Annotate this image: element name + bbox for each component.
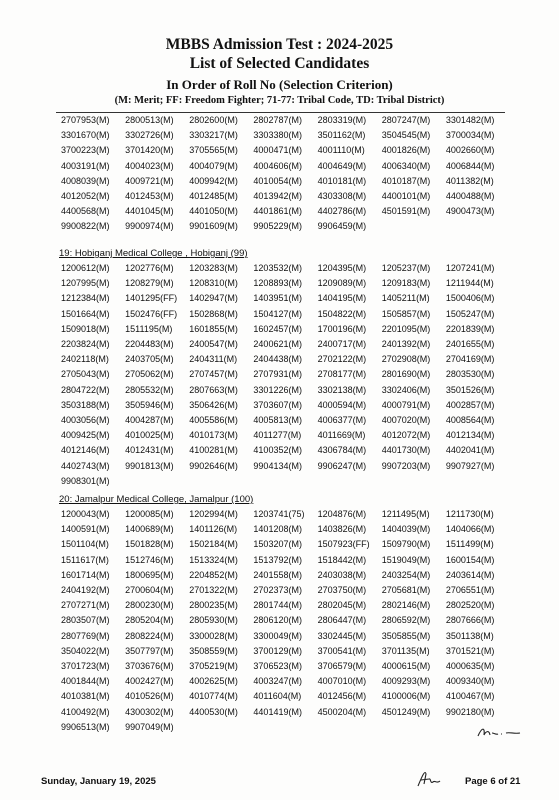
roll-number-cell: 2707271(M) bbox=[61, 600, 110, 611]
roll-number-cell: 2807663(M) bbox=[189, 384, 238, 395]
roll-number-cell: 4012456(M) bbox=[317, 691, 367, 702]
roll-number-cell: 1601714(M) bbox=[61, 569, 110, 580]
roll-number-cell: 4010173(M) bbox=[189, 430, 238, 441]
roll-number-cell: 2700604(M) bbox=[125, 585, 174, 596]
roll-number-cell: 3706523(M) bbox=[253, 661, 302, 672]
roll-number-cell: 1202994(M) bbox=[189, 509, 238, 519]
roll-number-cell: 1700196(M) bbox=[317, 323, 367, 334]
college-heading-hobiganj: 19: Hobiganj Medical College , Hobiganj (99) bbox=[59, 248, 248, 259]
roll-number-cell: 2404192(M) bbox=[61, 585, 110, 596]
document-header bbox=[0, 36, 559, 108]
page-number: Page 6 of 21 bbox=[465, 776, 521, 787]
roll-number-cell: 4010181(M) bbox=[317, 175, 367, 186]
roll-number-cell: 1401208(M) bbox=[253, 524, 302, 535]
roll-number-cell: 1602457(M) bbox=[253, 323, 302, 334]
roll-number-cell: 2705062(M) bbox=[125, 369, 174, 380]
roll-number-cell: 2707457(M) bbox=[189, 369, 238, 380]
roll-number-cell: 4500204(M) bbox=[317, 706, 367, 717]
roll-number-cell: 4012485(M) bbox=[189, 191, 238, 202]
roll-number-cell: 1503207(M) bbox=[253, 539, 302, 550]
roll-number-cell: 1208279(M) bbox=[125, 278, 174, 289]
roll-number-cell: 3506426(M) bbox=[189, 399, 238, 410]
roll-number-cell: 3300028(M) bbox=[189, 630, 238, 641]
roll-number-cell: 4001110(M) bbox=[317, 145, 365, 156]
roll-number-cell: 1204876(M) bbox=[317, 509, 367, 519]
roll-number-cell: 3507797(M) bbox=[125, 645, 174, 656]
roll-number-cell: 3508559(M) bbox=[189, 645, 238, 656]
roll-number-cell: 1401126(M) bbox=[189, 524, 238, 535]
roll-number-cell: 3701135(M) bbox=[381, 645, 430, 656]
roll-number-cell: 4100492(M) bbox=[61, 706, 110, 717]
roll-number-cell: 1404195(M) bbox=[317, 293, 367, 304]
roll-number-cell: 3703607(M) bbox=[253, 399, 302, 410]
roll-number-cell: 4011604(M) bbox=[253, 691, 302, 702]
roll-number-cell: 3505946(M) bbox=[125, 399, 174, 410]
roll-number-cell: 2805204(M) bbox=[125, 615, 174, 626]
roll-number-cell: 2804722(M) bbox=[61, 384, 110, 395]
roll-number-cell: 4402041(M) bbox=[445, 445, 495, 456]
roll-number-cell: 4002660(M) bbox=[445, 145, 495, 156]
roll-number-cell: 4006340(M) bbox=[381, 160, 431, 171]
roll-number-cell: 4002427(M) bbox=[125, 676, 174, 687]
roll-number-cell: 2800235(M) bbox=[189, 600, 238, 611]
roll-number-cell: 3501526(M) bbox=[445, 384, 495, 395]
roll-number-cell: 2806120(M) bbox=[253, 615, 302, 626]
roll-number-cell: 4001844(M) bbox=[61, 676, 110, 687]
roll-number-cell: 4010025(M) bbox=[125, 430, 174, 441]
roll-number-cell: 3503188(M) bbox=[61, 399, 110, 410]
roll-number-cell: 4402743(M) bbox=[61, 460, 110, 471]
roll-number-cell: 2403705(M) bbox=[125, 354, 174, 365]
roll-table-jamalpur bbox=[56, 507, 505, 735]
roll-number-cell: 2803530(M) bbox=[445, 369, 495, 380]
signature-initials bbox=[476, 725, 526, 741]
roll-number-cell: 1203283(M) bbox=[189, 263, 238, 273]
roll-number-cell: 1505247(M) bbox=[445, 308, 495, 319]
roll-number-cell: 4003191(M) bbox=[61, 160, 110, 171]
roll-number-cell: 2808224(M) bbox=[125, 630, 174, 641]
roll-number-cell: 4306784(M) bbox=[317, 445, 367, 456]
roll-number-cell: 2404311(M) bbox=[189, 354, 238, 365]
roll-number-cell: 1209089(M) bbox=[317, 278, 367, 289]
roll-number-cell: 2404438(M) bbox=[253, 354, 302, 365]
roll-number-cell: 2805532(M) bbox=[125, 384, 174, 395]
roll-number-cell: 3700034(M) bbox=[445, 130, 495, 141]
roll-number-cell: 2704169(M) bbox=[445, 354, 495, 365]
roll-number-cell: 4100281(M) bbox=[189, 445, 238, 456]
roll-number-cell: 1502868(M) bbox=[189, 308, 238, 319]
roll-table-continued bbox=[56, 112, 505, 235]
roll-number-cell: 1518442(M) bbox=[317, 554, 367, 565]
roll-number-cell: 4900473(M) bbox=[445, 206, 495, 217]
roll-number-cell: 9906513(M) bbox=[61, 721, 110, 732]
roll-number-cell: 1403951(M) bbox=[253, 293, 302, 304]
roll-number-cell: 9906247(M) bbox=[317, 460, 367, 471]
roll-number-cell: 4004079(M) bbox=[189, 160, 238, 171]
roll-number-cell: 2706551(M) bbox=[445, 585, 495, 596]
roll-number-cell: 4003056(M) bbox=[61, 415, 110, 426]
roll-number-cell: 9904134(M) bbox=[253, 460, 302, 471]
roll-number-cell: 4012072(M) bbox=[381, 430, 431, 441]
roll-number-cell: 2703750(M) bbox=[317, 585, 367, 596]
roll-number-cell: 4002857(M) bbox=[445, 399, 495, 410]
roll-number-cell: 1505857(M) bbox=[381, 308, 431, 319]
roll-number-cell: 3302406(M) bbox=[381, 384, 431, 395]
roll-number-cell: 1208310(M) bbox=[189, 278, 238, 289]
roll-number-cell: 1509018(M) bbox=[61, 323, 110, 334]
roll-number-cell: 2201839(M) bbox=[445, 323, 495, 334]
roll-number-cell: 2801690(M) bbox=[381, 369, 431, 380]
roll-number-cell: 4010526(M) bbox=[125, 691, 174, 702]
roll-number-cell: 1203741(75) bbox=[253, 509, 305, 519]
roll-number-cell: 3705565(M) bbox=[189, 145, 238, 156]
roll-number-cell: 1202776(M) bbox=[125, 263, 174, 273]
roll-number-cell: 4009425(M) bbox=[61, 430, 110, 441]
roll-number-cell: 2702373(M) bbox=[253, 585, 302, 596]
roll-number-cell: 4303308(M) bbox=[317, 191, 367, 202]
roll-number-cell: 3302726(M) bbox=[125, 130, 174, 141]
roll-number-cell: 2806592(M) bbox=[381, 615, 431, 626]
roll-number-cell: 2802045(M) bbox=[317, 600, 367, 611]
roll-number-cell: 4012052(M) bbox=[61, 191, 110, 202]
roll-number-cell: 4006377(M) bbox=[317, 415, 367, 426]
roll-number-cell: 9902646(M) bbox=[189, 460, 238, 471]
roll-number-cell: 2400621(M) bbox=[253, 339, 302, 350]
roll-number-cell: 2401558(M) bbox=[253, 569, 302, 580]
roll-number-cell: 1211944(M) bbox=[445, 278, 494, 289]
roll-number-cell: 4012453(M) bbox=[125, 191, 174, 202]
roll-number-cell: 4000791(M) bbox=[381, 399, 431, 410]
roll-number-cell: 1511195(M) bbox=[125, 323, 173, 334]
roll-number-cell: 9901609(M) bbox=[189, 221, 238, 232]
roll-number-cell: 3706579(M) bbox=[317, 661, 367, 672]
roll-number-cell: 4010774(M) bbox=[189, 691, 238, 702]
roll-number-cell: 2802600(M) bbox=[189, 115, 238, 125]
roll-number-cell: 1512746(M) bbox=[125, 554, 174, 565]
college-heading-jamalpur: 20: Jamalpur Medical College, Jamalpur (100) bbox=[59, 494, 254, 505]
roll-number-cell: 4400101(M) bbox=[381, 191, 431, 202]
roll-number-cell: 4009293(M) bbox=[381, 676, 431, 687]
roll-number-cell: 2402118(M) bbox=[61, 354, 109, 365]
roll-number-cell: 3301226(M) bbox=[253, 384, 302, 395]
roll-number-cell: 4008564(M) bbox=[445, 415, 495, 426]
roll-number-cell: 1400689(M) bbox=[125, 524, 174, 535]
roll-number-cell: 1509790(M) bbox=[381, 539, 431, 550]
roll-number-cell: 1501664(M) bbox=[61, 308, 110, 319]
roll-number-cell: 2800513(M) bbox=[125, 115, 174, 125]
roll-number-cell: 1501828(M) bbox=[125, 539, 174, 550]
sort-order-caption: In Order of Roll No (Selection Criterion) bbox=[166, 77, 393, 92]
roll-number-cell: 4401050(M) bbox=[189, 206, 238, 217]
roll-number-cell: 1500406(M) bbox=[445, 293, 495, 304]
roll-number-cell: 9902180(M) bbox=[445, 706, 495, 717]
roll-number-cell: 9908301(M) bbox=[61, 475, 110, 486]
roll-number-cell: 4011669(M) bbox=[317, 430, 366, 441]
roll-number-cell: 4012431(M) bbox=[125, 445, 174, 456]
roll-number-cell: 4402786(M) bbox=[317, 206, 367, 217]
roll-number-cell: 1209183(M) bbox=[381, 278, 431, 289]
roll-number-cell: 2800230(M) bbox=[125, 600, 174, 611]
roll-number-cell: 4100352(M) bbox=[253, 445, 302, 456]
roll-number-cell: 4401045(M) bbox=[125, 206, 174, 217]
roll-number-cell: 2401392(M) bbox=[381, 339, 431, 350]
roll-number-cell: 4012146(M) bbox=[61, 445, 110, 456]
roll-number-cell: 4400488(M) bbox=[445, 191, 495, 202]
roll-number-cell: 3303217(M) bbox=[189, 130, 238, 141]
roll-number-cell: 1404066(M) bbox=[445, 524, 495, 535]
roll-number-cell: 1600154(M) bbox=[445, 554, 495, 565]
roll-number-cell: 1200043(M) bbox=[61, 509, 110, 519]
roll-number-cell: 1212384(M) bbox=[61, 293, 110, 304]
roll-number-cell: 2204852(M) bbox=[189, 569, 238, 580]
roll-number-cell: 3701521(M) bbox=[445, 645, 495, 656]
roll-number-cell: 2203824(M) bbox=[61, 339, 110, 350]
roll-number-cell: 9907203(M) bbox=[381, 460, 431, 471]
roll-number-cell: 4010054(M) bbox=[253, 175, 302, 186]
roll-number-cell: 2802520(M) bbox=[445, 600, 495, 611]
roll-number-cell: 4004287(M) bbox=[125, 415, 174, 426]
roll-number-cell: 1511617(M) bbox=[61, 554, 109, 565]
roll-number-cell: 4000635(M) bbox=[445, 661, 495, 672]
roll-number-cell: 1200612(M) bbox=[61, 263, 110, 273]
roll-number-cell: 4100467(M) bbox=[445, 691, 495, 702]
roll-number-cell: 4005586(M) bbox=[189, 415, 238, 426]
roll-number-cell: 2803507(M) bbox=[61, 615, 110, 626]
roll-number-cell: 2400547(M) bbox=[189, 339, 238, 350]
roll-number-cell: 2805930(M) bbox=[189, 615, 238, 626]
roll-number-cell: 4501249(M) bbox=[381, 706, 431, 717]
roll-number-cell: 1519049(M) bbox=[381, 554, 431, 565]
roll-number-cell: 2705043(M) bbox=[61, 369, 110, 380]
signature-mark bbox=[415, 768, 443, 790]
roll-number-cell: 3700129(M) bbox=[253, 645, 302, 656]
document-subtitle: List of Selected Candidates bbox=[189, 55, 370, 72]
roll-number-cell: 4004649(M) bbox=[317, 160, 367, 171]
roll-number-cell: 3302445(M) bbox=[317, 630, 367, 641]
roll-number-cell: 1502476(FF) bbox=[125, 308, 178, 319]
roll-number-cell: 1204395(M) bbox=[317, 263, 367, 273]
roll-number-cell: 4401730(M) bbox=[381, 445, 431, 456]
roll-number-cell: 4401861(M) bbox=[253, 206, 302, 217]
roll-number-cell: 1511499(M) bbox=[445, 539, 494, 550]
roll-number-cell: 4003247(M) bbox=[253, 676, 302, 687]
roll-number-cell: 2802146(M) bbox=[381, 600, 431, 611]
roll-number-cell: 2807666(M) bbox=[445, 615, 495, 626]
roll-number-cell: 4401419(M) bbox=[253, 706, 302, 717]
roll-number-cell: 2802787(M) bbox=[253, 115, 302, 125]
roll-number-cell: 2801744(M) bbox=[253, 600, 302, 611]
roll-number-cell: 1401295(FF) bbox=[125, 293, 178, 304]
roll-number-cell: 2708177(M) bbox=[317, 369, 367, 380]
roll-number-cell: 4011277(M) bbox=[253, 430, 302, 441]
roll-number-cell: 4013942(M) bbox=[253, 191, 302, 202]
roll-number-cell: 2806447(M) bbox=[317, 615, 367, 626]
roll-number-cell: 2400717(M) bbox=[317, 339, 367, 350]
roll-number-cell: 3705219(M) bbox=[189, 661, 238, 672]
roll-number-cell: 9900974(M) bbox=[125, 221, 174, 232]
roll-number-cell: 2204483(M) bbox=[125, 339, 174, 350]
roll-number-cell: 1513324(M) bbox=[189, 554, 238, 565]
roll-number-cell: 4009942(M) bbox=[189, 175, 238, 186]
roll-number-cell: 3301482(M) bbox=[445, 115, 495, 125]
roll-number-cell: 1207995(M) bbox=[61, 278, 110, 289]
roll-number-cell: 3505855(M) bbox=[381, 630, 431, 641]
roll-number-cell: 3700541(M) bbox=[317, 645, 367, 656]
roll-number-cell: 1507923(FF) bbox=[317, 539, 370, 550]
roll-number-cell: 3501138(M) bbox=[445, 630, 494, 641]
roll-number-cell: 4300302(M) bbox=[125, 706, 174, 717]
roll-number-cell: 1203532(M) bbox=[253, 263, 302, 273]
roll-number-cell: 4400530(M) bbox=[189, 706, 238, 717]
roll-number-cell: 1504822(M) bbox=[317, 308, 367, 319]
roll-number-cell: 2803319(M) bbox=[317, 115, 367, 125]
roll-number-cell: 9900822(M) bbox=[61, 221, 110, 232]
roll-number-cell: 4004606(M) bbox=[253, 160, 302, 171]
roll-number-cell: 3703676(M) bbox=[125, 661, 174, 672]
roll-number-cell: 4000615(M) bbox=[381, 661, 431, 672]
footer-date: Sunday, January 19, 2025 bbox=[41, 776, 156, 787]
roll-number-cell: 1601855(M) bbox=[189, 323, 238, 334]
roll-number-cell: 4000471(M) bbox=[253, 145, 302, 156]
roll-number-cell: 4007020(M) bbox=[381, 415, 431, 426]
roll-number-cell: 2403038(M) bbox=[317, 569, 367, 580]
roll-number-cell: 4005813(M) bbox=[253, 415, 302, 426]
roll-number-cell: 2707931(M) bbox=[253, 369, 302, 380]
roll-number-cell: 4009340(M) bbox=[445, 676, 495, 687]
roll-number-cell: 4010381(M) bbox=[61, 691, 110, 702]
quota-legend: (M: Merit; FF: Freedom Fighter; 71-77: Tribal Code, TD: Tribal District) bbox=[114, 95, 445, 106]
roll-number-cell: 1504127(M) bbox=[253, 308, 302, 319]
roll-number-cell: 1502184(M) bbox=[189, 539, 238, 550]
roll-number-cell: 9907049(M) bbox=[125, 721, 174, 732]
roll-number-cell: 1403826(M) bbox=[317, 524, 367, 535]
roll-number-cell: 1200085(M) bbox=[125, 509, 174, 519]
roll-number-cell: 1501104(M) bbox=[61, 539, 109, 550]
roll-number-cell: 2403614(M) bbox=[445, 569, 495, 580]
roll-number-cell: 1207241(M) bbox=[445, 263, 495, 273]
roll-number-cell: 2705681(M) bbox=[381, 585, 431, 596]
roll-number-cell: 4008039(M) bbox=[61, 175, 110, 186]
roll-number-cell: 3303380(M) bbox=[253, 130, 302, 141]
roll-number-cell: 9907927(M) bbox=[445, 460, 495, 471]
roll-number-cell: 9906459(M) bbox=[317, 221, 367, 232]
roll-number-cell: 4011382(M) bbox=[445, 175, 494, 186]
roll-number-cell: 1405211(M) bbox=[381, 293, 430, 304]
roll-number-cell: 3501162(M) bbox=[317, 130, 366, 141]
roll-number-cell: 1513792(M) bbox=[253, 554, 302, 565]
roll-number-cell: 2403254(M) bbox=[381, 569, 431, 580]
roll-number-cell: 4000594(M) bbox=[317, 399, 367, 410]
roll-number-cell: 1208893(M) bbox=[253, 278, 302, 289]
roll-number-cell: 1404039(M) bbox=[381, 524, 431, 535]
roll-number-cell: 1205237(M) bbox=[381, 263, 431, 273]
roll-number-cell: 2807769(M) bbox=[61, 630, 110, 641]
roll-number-cell: 2807247(M) bbox=[381, 115, 431, 125]
roll-number-cell: 9905229(M) bbox=[253, 221, 302, 232]
roll-number-cell: 3504545(M) bbox=[381, 130, 431, 141]
roll-number-cell: 4501591(M) bbox=[381, 206, 431, 217]
roll-number-cell: 4400568(M) bbox=[61, 206, 110, 217]
roll-number-cell: 9901813(M) bbox=[125, 460, 174, 471]
roll-number-cell: 4007010(M) bbox=[317, 676, 367, 687]
roll-number-cell: 2702908(M) bbox=[381, 354, 431, 365]
roll-number-cell: 2201095(M) bbox=[381, 323, 431, 334]
roll-number-cell: 4002625(M) bbox=[189, 676, 238, 687]
roll-number-cell: 3301670(M) bbox=[61, 130, 110, 141]
roll-number-cell: 2707953(M) bbox=[61, 115, 110, 125]
roll-number-cell: 3701420(M) bbox=[125, 145, 174, 156]
document-title: MBBS Admission Test : 2024-2025 bbox=[165, 36, 394, 53]
roll-number-cell: 1400591(M) bbox=[61, 524, 110, 535]
roll-number-cell: 4100006(M) bbox=[381, 691, 431, 702]
roll-number-cell: 2401655(M) bbox=[445, 339, 495, 350]
roll-number-cell: 4009721(M) bbox=[125, 175, 174, 186]
roll-number-cell: 4010187(M) bbox=[381, 175, 431, 186]
roll-number-cell: 2701322(M) bbox=[189, 585, 238, 596]
roll-number-cell: 3701723(M) bbox=[61, 661, 110, 672]
roll-number-cell: 3700223(M) bbox=[61, 145, 110, 156]
roll-number-cell: 4012134(M) bbox=[445, 430, 495, 441]
roll-number-cell: 4004023(M) bbox=[125, 160, 174, 171]
roll-number-cell: 4001826(M) bbox=[381, 145, 431, 156]
roll-number-cell: 1211730(M) bbox=[445, 509, 494, 519]
roll-number-cell: 1402947(M) bbox=[189, 293, 238, 304]
roll-number-cell: 4006844(M) bbox=[445, 160, 495, 171]
roll-number-cell: 2702122(M) bbox=[317, 354, 367, 365]
roll-number-cell: 3302138(M) bbox=[317, 384, 367, 395]
roll-number-cell: 1800695(M) bbox=[125, 569, 174, 580]
roll-number-cell: 1211495(M) bbox=[381, 509, 430, 519]
roll-number-cell: 3300049(M) bbox=[253, 630, 302, 641]
roll-number-cell: 3504022(M) bbox=[61, 645, 110, 656]
roll-table-hobiganj bbox=[56, 261, 505, 489]
